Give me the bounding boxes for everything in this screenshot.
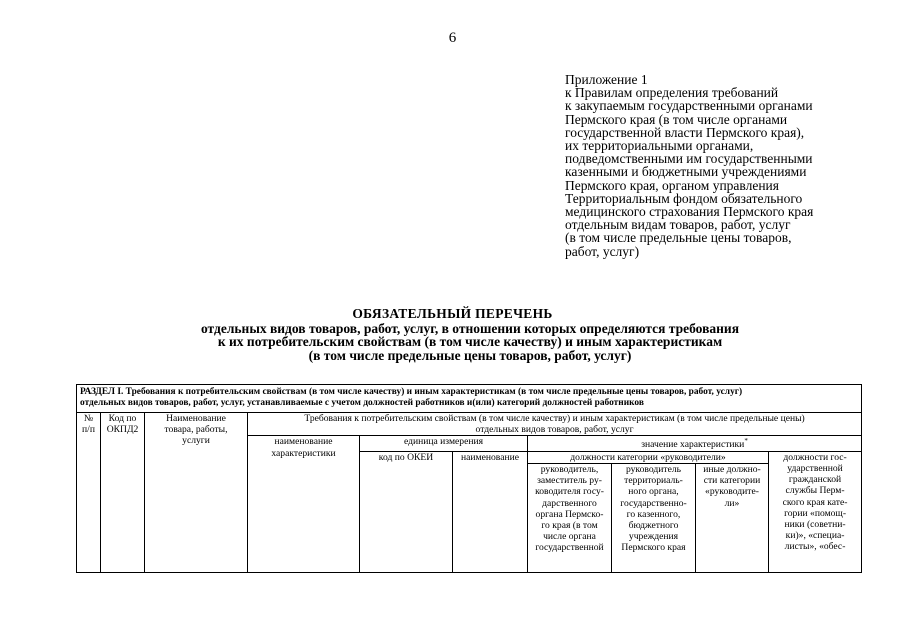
page-number: 6 [448, 30, 457, 46]
appendix-line: их территориальными органами, [565, 138, 754, 154]
column-number-header: № п/п [77, 413, 101, 573]
appendix-line: работ, услуг) [565, 243, 640, 259]
subtitle-line: (в том числе предельные цены товаров, работ, услуг) [308, 347, 632, 363]
unit-name-header: наименование [453, 451, 528, 572]
subtitle-line: к их потребительским свойствам (в том числе качеству) и иным характеристикам [217, 334, 723, 350]
heads-category-header: должности категории «руководители» [528, 451, 769, 463]
appendix-line: Приложение 1 [565, 72, 648, 87]
characteristic-name-header: наименование характеристики [248, 436, 360, 573]
appendix-line: Пермского края (в том числе органами [565, 111, 788, 127]
heads-column-2-header: руководитель территориаль- ного органа, государственно- го казенного, бюджетного учреждения Пермского края [612, 464, 696, 573]
appendix-line: отдельным видам товаров, работ, услуг [565, 217, 791, 233]
section-header [77, 385, 862, 413]
footnote-marker: * [744, 437, 748, 446]
document-subtitle [150, 322, 790, 362]
appendix-line: (в том числе предельные цены товаров, [565, 230, 792, 246]
unit-code-header: код по ОКЕИ [360, 451, 453, 572]
appendix-line: к закупаемым государственными органами [565, 98, 813, 114]
heads-column-3-header: иные должно- сти категории «руководите- ли» [696, 464, 769, 573]
heads-column-1-header: руководитель, заместитель ру- ководителя госу- дарственного органа Пермско- го края (в том числе органа государственной [528, 464, 612, 573]
appendix-line: к Правилам определения требований [565, 85, 779, 101]
section-header-line: отдельных видов товаров, работ, услуг, устанавливаемые с учетом должностей работников и(или) категорий должностей работников [80, 398, 644, 408]
column-okpd2-header: Код по ОКПД2 [101, 413, 145, 573]
appendix-line: государственной власти Пермского края), [565, 124, 805, 140]
unit-header: единица измерения [360, 436, 528, 451]
appendix-block [565, 73, 885, 258]
requirements-header: Требования к потребительским свойствам (в том числе качеству) и иным характеристикам (в том числе предельные цены) отдельных видов товаров, работ, услуг [248, 413, 862, 436]
subtitle-line: отдельных видов товаров, работ, услуг, в отношении которых определяются требования [200, 321, 739, 336]
appendix-line: Пермского края, органом управления [565, 177, 779, 193]
document-title: ОБЯЗАТЕЛЬНЫЙ ПЕРЕЧЕНЬ [352, 306, 553, 321]
requirements-table [76, 384, 862, 573]
appendix-line: подведомственными им государственными [565, 151, 813, 167]
civil-service-header: должности гос- ударственной гражданской службы Перм- ского края кате- гории «помощ- ники (советни- ки)», «специа- листы», «обес- [769, 451, 862, 572]
column-product-name-header: Наименование товара, работы, услуги [145, 413, 248, 573]
section-header-line: РАЗДЕЛ I. Требования к потребительским свойствам (в том числе качеству) и иным характеристикам (в том числе предельные цены товаров, работ, услуг) [80, 387, 743, 397]
appendix-line: казенными и бюджетными учреждениями [565, 164, 807, 180]
appendix-line: Территориальным фондом обязательного [565, 190, 803, 206]
appendix-line: медицинского страхования Пермского края [565, 204, 814, 220]
value-header: значение характеристики* [528, 436, 862, 451]
